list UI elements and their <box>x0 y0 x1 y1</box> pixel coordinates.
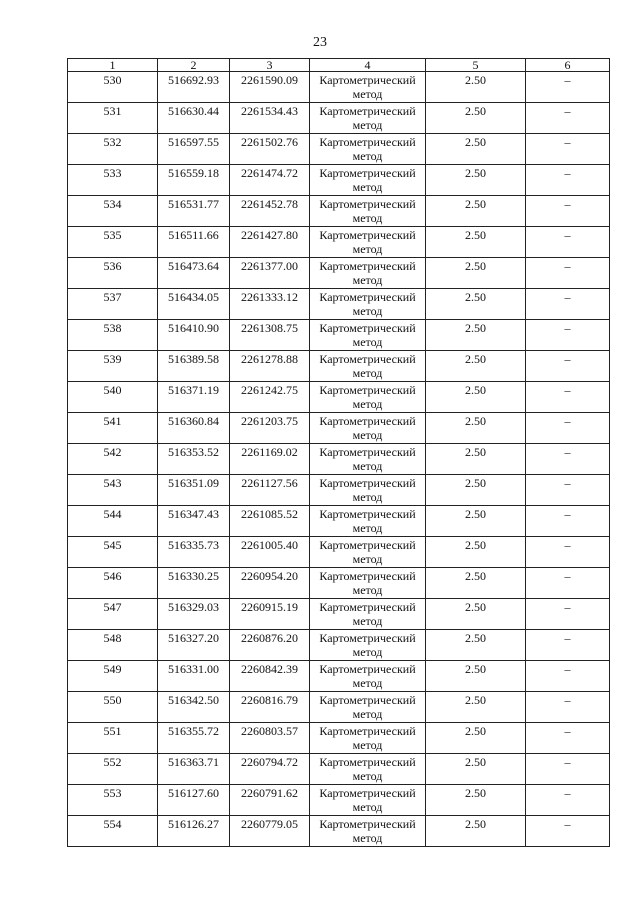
x-coordinate-cell: 516342.50 <box>158 692 230 723</box>
method-line-2: метод <box>352 87 383 101</box>
x-coordinate-cell: 516511.66 <box>158 227 230 258</box>
method-line-1: Картометрический <box>319 321 416 335</box>
y-coordinate-cell: 2261242.75 <box>230 382 310 413</box>
method-line-2: метод <box>352 800 383 814</box>
point-number-cell: 533 <box>68 165 158 196</box>
method-line-1: Картометрический <box>319 259 416 273</box>
accuracy-cell: 2.50 <box>426 537 526 568</box>
accuracy-cell: 2.50 <box>426 692 526 723</box>
accuracy-cell: 2.50 <box>426 196 526 227</box>
method-cell <box>310 599 426 630</box>
y-coordinate-cell: 2261308.75 <box>230 320 310 351</box>
x-coordinate-cell: 516353.52 <box>158 444 230 475</box>
table-row <box>68 754 610 785</box>
y-coordinate-cell: 2261452.78 <box>230 196 310 227</box>
y-coordinate-cell: 2260791.62 <box>230 785 310 816</box>
method-cell <box>310 289 426 320</box>
accuracy-cell: 2.50 <box>426 568 526 599</box>
method-line-1: Картометрический <box>319 228 416 242</box>
header-row <box>68 59 610 72</box>
table-row <box>68 227 610 258</box>
method-line-1: Картометрический <box>319 569 416 583</box>
point-number-cell: 554 <box>68 816 158 847</box>
method-line-1: Картометрический <box>319 135 416 149</box>
method-line-1: Картометрический <box>319 166 416 180</box>
header-col-6: 6 <box>526 59 610 72</box>
table-row <box>68 351 610 382</box>
table-row <box>68 72 610 103</box>
method-cell <box>310 72 426 103</box>
y-coordinate-cell: 2260803.57 <box>230 723 310 754</box>
table-row <box>68 537 610 568</box>
x-coordinate-cell: 516389.58 <box>158 351 230 382</box>
y-coordinate-cell: 2261427.80 <box>230 227 310 258</box>
y-coordinate-cell: 2260816.79 <box>230 692 310 723</box>
method-cell <box>310 351 426 382</box>
x-coordinate-cell: 516330.25 <box>158 568 230 599</box>
note-cell: – <box>526 692 610 723</box>
y-coordinate-cell: 2261333.12 <box>230 289 310 320</box>
table-row <box>68 258 610 289</box>
accuracy-cell: 2.50 <box>426 165 526 196</box>
note-cell: – <box>526 754 610 785</box>
method-line-2: метод <box>352 118 383 132</box>
table-row <box>68 661 610 692</box>
point-number-cell: 549 <box>68 661 158 692</box>
method-cell <box>310 568 426 599</box>
y-coordinate-cell: 2260954.20 <box>230 568 310 599</box>
y-coordinate-cell: 2261085.52 <box>230 506 310 537</box>
accuracy-cell: 2.50 <box>426 816 526 847</box>
x-coordinate-cell: 516347.43 <box>158 506 230 537</box>
note-cell: – <box>526 816 610 847</box>
y-coordinate-cell: 2261278.88 <box>230 351 310 382</box>
method-cell <box>310 444 426 475</box>
y-coordinate-cell: 2261005.40 <box>230 537 310 568</box>
method-line-1: Картометрический <box>319 383 416 397</box>
point-number-cell: 530 <box>68 72 158 103</box>
x-coordinate-cell: 516692.93 <box>158 72 230 103</box>
accuracy-cell: 2.50 <box>426 227 526 258</box>
method-line-2: метод <box>352 552 383 566</box>
y-coordinate-cell: 2261502.76 <box>230 134 310 165</box>
method-cell <box>310 227 426 258</box>
point-number-cell: 553 <box>68 785 158 816</box>
header-col-1: 1 <box>68 59 158 72</box>
accuracy-cell: 2.50 <box>426 289 526 320</box>
note-cell: – <box>526 630 610 661</box>
table-row <box>68 134 610 165</box>
point-number-cell: 542 <box>68 444 158 475</box>
note-cell: – <box>526 506 610 537</box>
method-line-2: метод <box>352 242 383 256</box>
accuracy-cell: 2.50 <box>426 506 526 537</box>
note-cell: – <box>526 382 610 413</box>
table-row <box>68 630 610 661</box>
point-number-cell: 545 <box>68 537 158 568</box>
method-cell <box>310 661 426 692</box>
method-line-1: Картометрический <box>319 352 416 366</box>
y-coordinate-cell: 2261590.09 <box>230 72 310 103</box>
x-coordinate-cell: 516371.19 <box>158 382 230 413</box>
coordinates-table <box>67 58 610 847</box>
point-number-cell: 534 <box>68 196 158 227</box>
point-number-cell: 547 <box>68 599 158 630</box>
table-row <box>68 196 610 227</box>
accuracy-cell: 2.50 <box>426 72 526 103</box>
point-number-cell: 539 <box>68 351 158 382</box>
table-row <box>68 568 610 599</box>
method-line-2: метод <box>352 583 383 597</box>
x-coordinate-cell: 516331.00 <box>158 661 230 692</box>
y-coordinate-cell: 2261169.02 <box>230 444 310 475</box>
method-line-2: метод <box>352 769 383 783</box>
point-number-cell: 535 <box>68 227 158 258</box>
x-coordinate-cell: 516630.44 <box>158 103 230 134</box>
method-cell <box>310 320 426 351</box>
method-cell <box>310 630 426 661</box>
x-coordinate-cell: 516559.18 <box>158 165 230 196</box>
method-line-1: Картометрический <box>319 538 416 552</box>
accuracy-cell: 2.50 <box>426 258 526 289</box>
note-cell: – <box>526 413 610 444</box>
method-cell <box>310 692 426 723</box>
method-line-2: метод <box>352 397 383 411</box>
page-number: 23 <box>313 35 327 50</box>
method-cell <box>310 816 426 847</box>
point-number-cell: 540 <box>68 382 158 413</box>
method-line-1: Картометрический <box>319 414 416 428</box>
note-cell: – <box>526 568 610 599</box>
point-number-cell: 537 <box>68 289 158 320</box>
note-cell: – <box>526 72 610 103</box>
method-line-1: Картометрический <box>319 476 416 490</box>
x-coordinate-cell: 516360.84 <box>158 413 230 444</box>
table-row <box>68 816 610 847</box>
y-coordinate-cell: 2260842.39 <box>230 661 310 692</box>
table-row <box>68 103 610 134</box>
method-line-2: метод <box>352 180 383 194</box>
point-number-cell: 532 <box>68 134 158 165</box>
method-cell <box>310 754 426 785</box>
method-cell <box>310 134 426 165</box>
note-cell: – <box>526 537 610 568</box>
y-coordinate-cell: 2261474.72 <box>230 165 310 196</box>
note-cell: – <box>526 258 610 289</box>
x-coordinate-cell: 516434.05 <box>158 289 230 320</box>
table-row <box>68 289 610 320</box>
note-cell: – <box>526 134 610 165</box>
method-cell <box>310 475 426 506</box>
note-cell: – <box>526 785 610 816</box>
x-coordinate-cell: 516355.72 <box>158 723 230 754</box>
x-coordinate-cell: 516329.03 <box>158 599 230 630</box>
x-coordinate-cell: 516126.27 <box>158 816 230 847</box>
x-coordinate-cell: 516597.55 <box>158 134 230 165</box>
method-line-1: Картометрический <box>319 724 416 738</box>
accuracy-cell: 2.50 <box>426 351 526 382</box>
point-number-cell: 550 <box>68 692 158 723</box>
y-coordinate-cell: 2261127.56 <box>230 475 310 506</box>
method-line-2: метод <box>352 707 383 721</box>
accuracy-cell: 2.50 <box>426 754 526 785</box>
method-line-2: метод <box>352 366 383 380</box>
method-line-1: Картометрический <box>319 104 416 118</box>
note-cell: – <box>526 196 610 227</box>
table-row <box>68 382 610 413</box>
accuracy-cell: 2.50 <box>426 785 526 816</box>
point-number-cell: 546 <box>68 568 158 599</box>
method-line-1: Картометрический <box>319 755 416 769</box>
note-cell: – <box>526 289 610 320</box>
method-line-2: метод <box>352 614 383 628</box>
table-row <box>68 165 610 196</box>
note-cell: – <box>526 103 610 134</box>
method-cell <box>310 382 426 413</box>
y-coordinate-cell: 2260794.72 <box>230 754 310 785</box>
method-line-1: Картометрический <box>319 600 416 614</box>
method-line-2: метод <box>352 738 383 752</box>
x-coordinate-cell: 516410.90 <box>158 320 230 351</box>
method-line-1: Картометрический <box>319 445 416 459</box>
table-row <box>68 475 610 506</box>
method-line-1: Картометрический <box>319 662 416 676</box>
method-line-1: Картометрический <box>319 786 416 800</box>
method-line-1: Картометрический <box>319 290 416 304</box>
method-line-1: Картометрический <box>319 73 416 87</box>
y-coordinate-cell: 2260876.20 <box>230 630 310 661</box>
method-line-2: метод <box>352 676 383 690</box>
table-row <box>68 413 610 444</box>
method-cell <box>310 413 426 444</box>
note-cell: – <box>526 723 610 754</box>
y-coordinate-cell: 2261203.75 <box>230 413 310 444</box>
accuracy-cell: 2.50 <box>426 134 526 165</box>
y-coordinate-cell: 2260779.05 <box>230 816 310 847</box>
method-cell <box>310 506 426 537</box>
note-cell: – <box>526 351 610 382</box>
table-row <box>68 692 610 723</box>
note-cell: – <box>526 599 610 630</box>
method-cell <box>310 258 426 289</box>
method-line-1: Картометрический <box>319 197 416 211</box>
method-cell <box>310 785 426 816</box>
note-cell: – <box>526 320 610 351</box>
y-coordinate-cell: 2261534.43 <box>230 103 310 134</box>
table-row <box>68 599 610 630</box>
x-coordinate-cell: 516473.64 <box>158 258 230 289</box>
method-line-2: метод <box>352 831 383 845</box>
method-line-2: метод <box>352 645 383 659</box>
x-coordinate-cell: 516127.60 <box>158 785 230 816</box>
accuracy-cell: 2.50 <box>426 382 526 413</box>
point-number-cell: 538 <box>68 320 158 351</box>
table-row <box>68 506 610 537</box>
accuracy-cell: 2.50 <box>426 475 526 506</box>
method-line-2: метод <box>352 521 383 535</box>
header-col-5: 5 <box>426 59 526 72</box>
accuracy-cell: 2.50 <box>426 599 526 630</box>
table-row <box>68 320 610 351</box>
method-cell <box>310 103 426 134</box>
method-line-2: метод <box>352 335 383 349</box>
point-number-cell: 544 <box>68 506 158 537</box>
method-cell <box>310 165 426 196</box>
method-line-2: метод <box>352 428 383 442</box>
method-line-1: Картометрический <box>319 693 416 707</box>
table-row <box>68 444 610 475</box>
accuracy-cell: 2.50 <box>426 103 526 134</box>
point-number-cell: 531 <box>68 103 158 134</box>
method-cell <box>310 196 426 227</box>
method-line-2: метод <box>352 149 383 163</box>
y-coordinate-cell: 2261377.00 <box>230 258 310 289</box>
note-cell: – <box>526 227 610 258</box>
header-col-4: 4 <box>310 59 426 72</box>
point-number-cell: 548 <box>68 630 158 661</box>
method-cell <box>310 537 426 568</box>
method-line-2: метод <box>352 490 383 504</box>
accuracy-cell: 2.50 <box>426 413 526 444</box>
table-row <box>68 723 610 754</box>
y-coordinate-cell: 2260915.19 <box>230 599 310 630</box>
method-cell <box>310 723 426 754</box>
header-col-3: 3 <box>230 59 310 72</box>
x-coordinate-cell: 516335.73 <box>158 537 230 568</box>
accuracy-cell: 2.50 <box>426 661 526 692</box>
point-number-cell: 552 <box>68 754 158 785</box>
x-coordinate-cell: 516363.71 <box>158 754 230 785</box>
method-line-2: метод <box>352 273 383 287</box>
method-line-2: метод <box>352 211 383 225</box>
accuracy-cell: 2.50 <box>426 444 526 475</box>
accuracy-cell: 2.50 <box>426 320 526 351</box>
accuracy-cell: 2.50 <box>426 630 526 661</box>
accuracy-cell: 2.50 <box>426 723 526 754</box>
point-number-cell: 536 <box>68 258 158 289</box>
method-line-1: Картометрический <box>319 631 416 645</box>
note-cell: – <box>526 475 610 506</box>
table-row <box>68 785 610 816</box>
point-number-cell: 543 <box>68 475 158 506</box>
point-number-cell: 551 <box>68 723 158 754</box>
note-cell: – <box>526 444 610 475</box>
header-col-2: 2 <box>158 59 230 72</box>
x-coordinate-cell: 516351.09 <box>158 475 230 506</box>
point-number-cell: 541 <box>68 413 158 444</box>
method-line-2: метод <box>352 459 383 473</box>
method-line-2: метод <box>352 304 383 318</box>
x-coordinate-cell: 516327.20 <box>158 630 230 661</box>
method-line-1: Картометрический <box>319 817 416 831</box>
x-coordinate-cell: 516531.77 <box>158 196 230 227</box>
method-line-1: Картометрический <box>319 507 416 521</box>
note-cell: – <box>526 661 610 692</box>
note-cell: – <box>526 165 610 196</box>
